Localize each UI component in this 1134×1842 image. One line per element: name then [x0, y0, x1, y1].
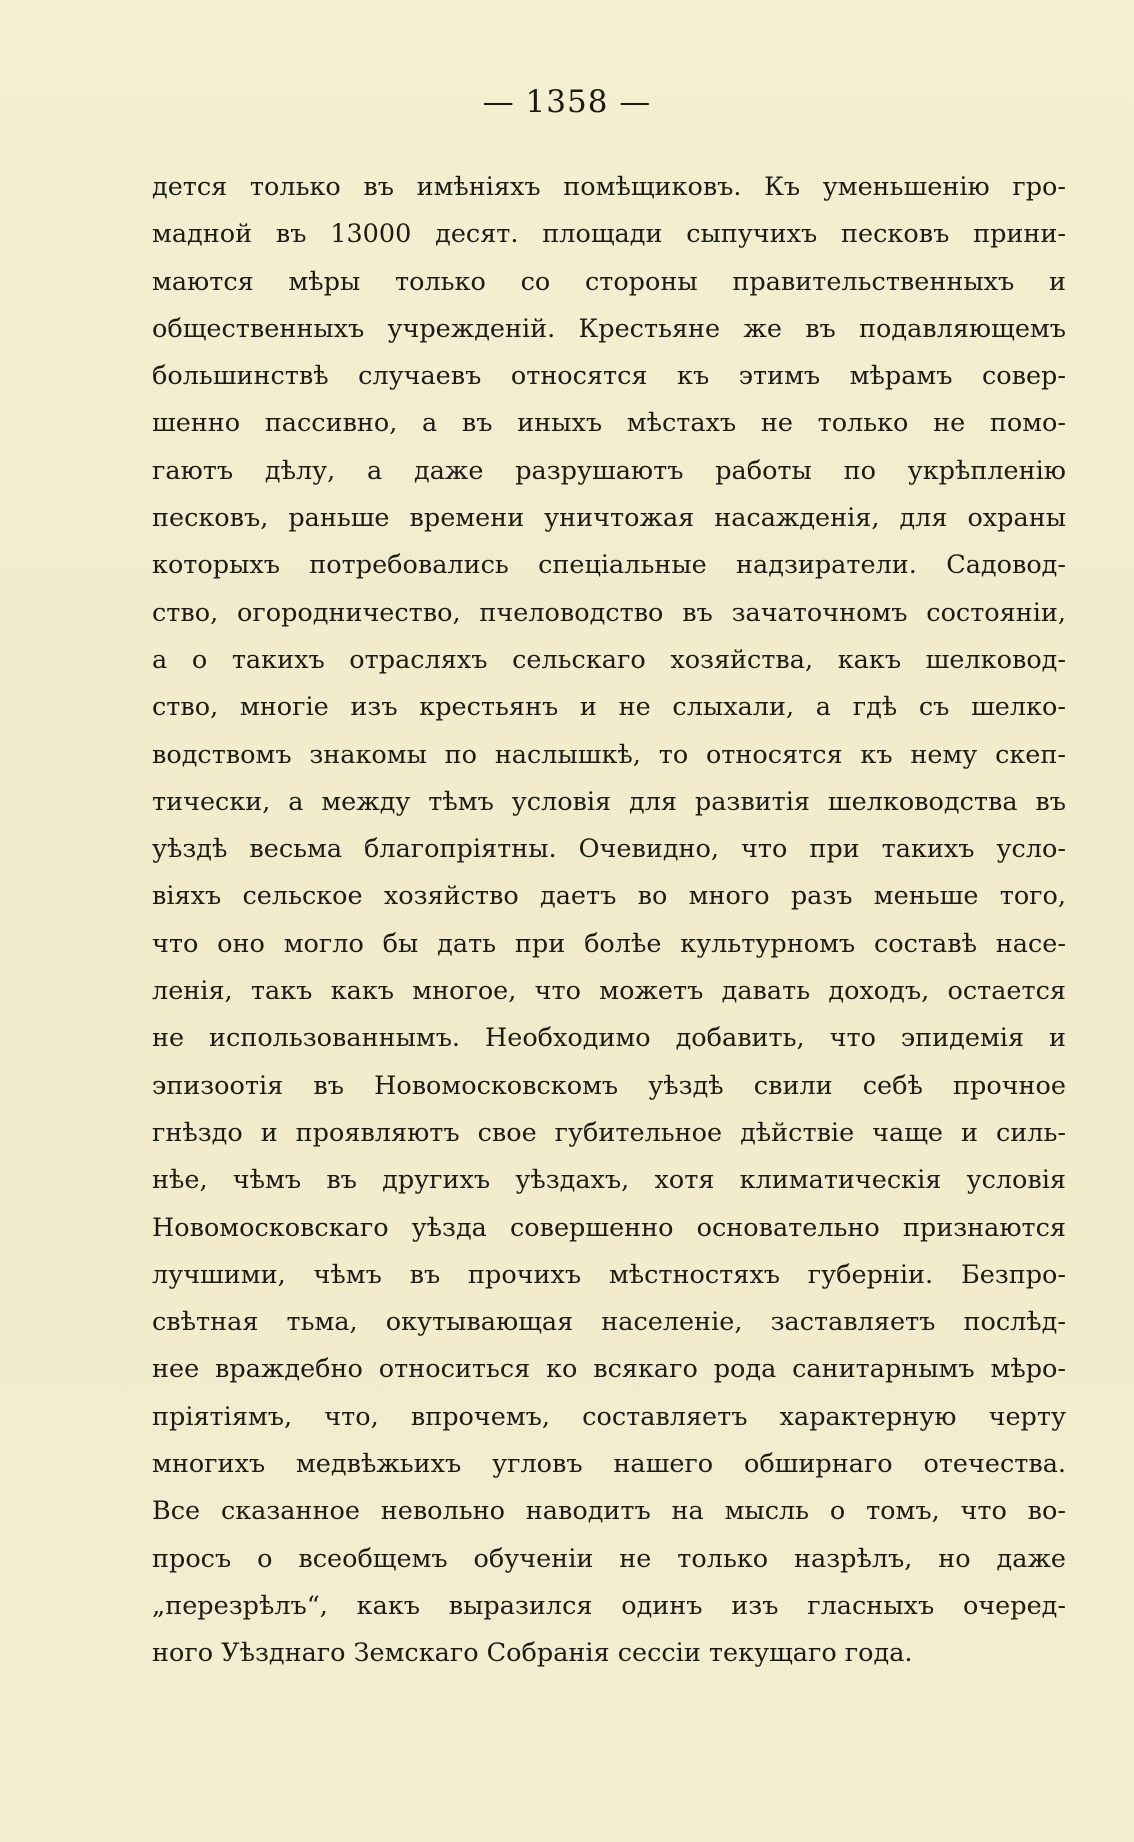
text-line: нѣе, чѣмъ въ другихъ уѣздахъ, хотя климатическія условія — [152, 1165, 1066, 1196]
text-line: песковъ, раньше времени уничтожая насажденія, для охраны — [152, 503, 1066, 534]
page-number: — 1358 — — [482, 84, 652, 120]
text-line: пріятіямъ, что, впрочемъ, составляетъ характерную черту — [152, 1401, 1066, 1432]
text-line: не использованнымъ. Необходимо добавить, что эпидемія и — [152, 1023, 1066, 1054]
text-line: лучшими, чѣмъ въ прочихъ мѣстностяхъ губерніи. Безпро- — [152, 1259, 1066, 1290]
text-line: дется только въ имѣніяхъ помѣщиковъ. Къ уменьшенію гро- — [152, 172, 1066, 202]
text-line: водствомъ знакомы по наслышкѣ, то относятся къ нему скеп- — [152, 739, 1066, 770]
text-line: эпизоотія въ Новомосковскомъ уѣздѣ свили себѣ прочное — [152, 1070, 1066, 1101]
text-line: которыхъ потребовались спеціальные надзиратели. Садовод- — [152, 550, 1066, 581]
text-line: что оно могло бы дать при болѣе культурномъ составѣ насе- — [152, 928, 1066, 959]
body-text — [152, 164, 1066, 1678]
text-line: віяхъ сельское хозяйство даетъ во много разъ меньше того, — [152, 881, 1066, 912]
text-line: шенно пассивно, а въ иныхъ мѣстахъ не только не помо- — [152, 408, 1066, 439]
text-line-last: ного Уѣзднаго Земскаго Собранія сессіи текущаго года. — [152, 1638, 913, 1669]
text-line: а о такихъ отрасляхъ сельскаго хозяйства, какъ шелковод- — [152, 644, 1066, 675]
text-line: свѣтная тьма, окутывающая населеніе, заставляетъ послѣд- — [152, 1307, 1066, 1338]
text-line: многихъ медвѣжьихъ угловъ нашего обширнаго отечества. — [152, 1449, 1066, 1480]
text-line: тически, а между тѣмъ условія для развитія шелководства въ — [152, 786, 1066, 817]
text-line: ленія, такъ какъ многое, что можетъ давать доходъ, остается — [152, 976, 1066, 1007]
text-line: ство, огородничество, пчеловодство въ зачаточномъ состояніи, — [152, 597, 1066, 628]
text-line: мадной въ 13000 десят. площади сыпучихъ песковъ прини- — [152, 219, 1066, 250]
text-line: общественныхъ учрежденій. Крестьяне же въ подавляющемъ — [152, 313, 1066, 344]
text-line: Все сказанное невольно наводитъ на мысль о томъ, что во- — [152, 1496, 1066, 1527]
text-line: ство, многіе изъ крестьянъ и не слыхали, а гдѣ съ шелко- — [152, 692, 1066, 723]
text-line: маются мѣры только со стороны правительственныхъ и — [152, 266, 1066, 297]
text-line: нее враждебно относиться ко всякаго рода санитарнымъ мѣро- — [152, 1354, 1066, 1385]
text-line: уѣздѣ весьма благопріятны. Очевидно, что при такихъ усло- — [152, 834, 1066, 865]
text-line: гнѣздо и проявляютъ свое губительное дѣйствіе чаще и силь- — [152, 1117, 1066, 1148]
text-line: большинствѣ случаевъ относятся къ этимъ мѣрамъ совер- — [152, 361, 1066, 392]
text-line: гаютъ дѣлу, а даже разрушаютъ работы по укрѣпленію — [152, 455, 1066, 486]
text-line: „перезрѣлъ“, какъ выразился одинъ изъ гласныхъ очеред- — [152, 1590, 1066, 1621]
text-line: Новомосковскаго уѣзда совершенно основательно признаются — [152, 1212, 1066, 1243]
text-line: просъ о всеобщемъ обученіи не только назрѣлъ, но даже — [152, 1543, 1066, 1574]
